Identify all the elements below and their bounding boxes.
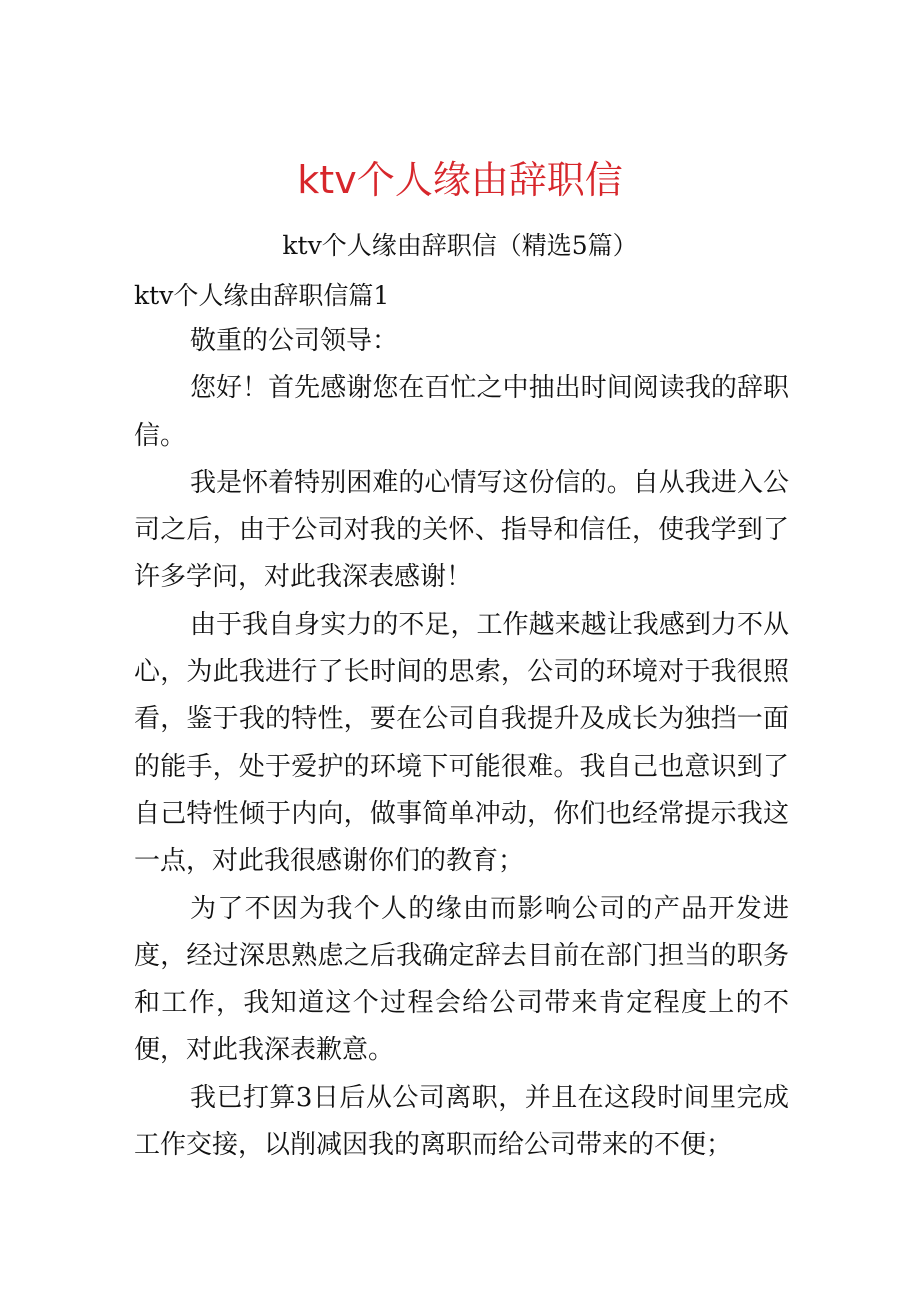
- letter-body: [134, 318, 789, 1169]
- paragraph: 您好！首先感谢您在百忙之中抽出时间阅读我的辞职信。: [134, 373, 789, 451]
- document-title: ktv个人缘由辞职信: [297, 158, 623, 202]
- paragraph: 我是怀着特别困难的心情写这份信的。自从我进入公司之后，由于公司对我的关怀、指导和信任，使我学到了许多学问，对此我深表感谢！: [134, 467, 789, 593]
- section-heading: ktv个人缘由辞职信篇1: [134, 281, 390, 310]
- salutation: 敬重的公司领导：: [190, 326, 399, 356]
- paragraph: 我已打算3日后从公司离职，并且在这段时间里完成工作交接，以削减因我的离职而给公司带来的不便；: [134, 1082, 789, 1161]
- paragraph: 由于我自身实力的不足，工作越来越让我感到力不从心，为此我进行了长时间的思索，公司的环境对于我很照看，鉴于我的特性，要在公司自我提升及成长为独挡一面的能手，处于爱护的环境下可能很难。我自己也意识到了自己特性倾于内向，做事简单冲动，你们也经常提示我这一点，对此我很感谢你们的教育；: [134, 609, 789, 877]
- paragraph: 为了不因为我个人的缘由而影响公司的产品开发进度，经过深思熟虑之后我确定辞去目前在部门担当的职务和工作，我知道这个过程会给公司带来肯定程度上的不便，对此我深表歉意。: [134, 893, 789, 1066]
- document-subtitle: ktv个人缘由辞职信（精选5篇）: [282, 231, 638, 260]
